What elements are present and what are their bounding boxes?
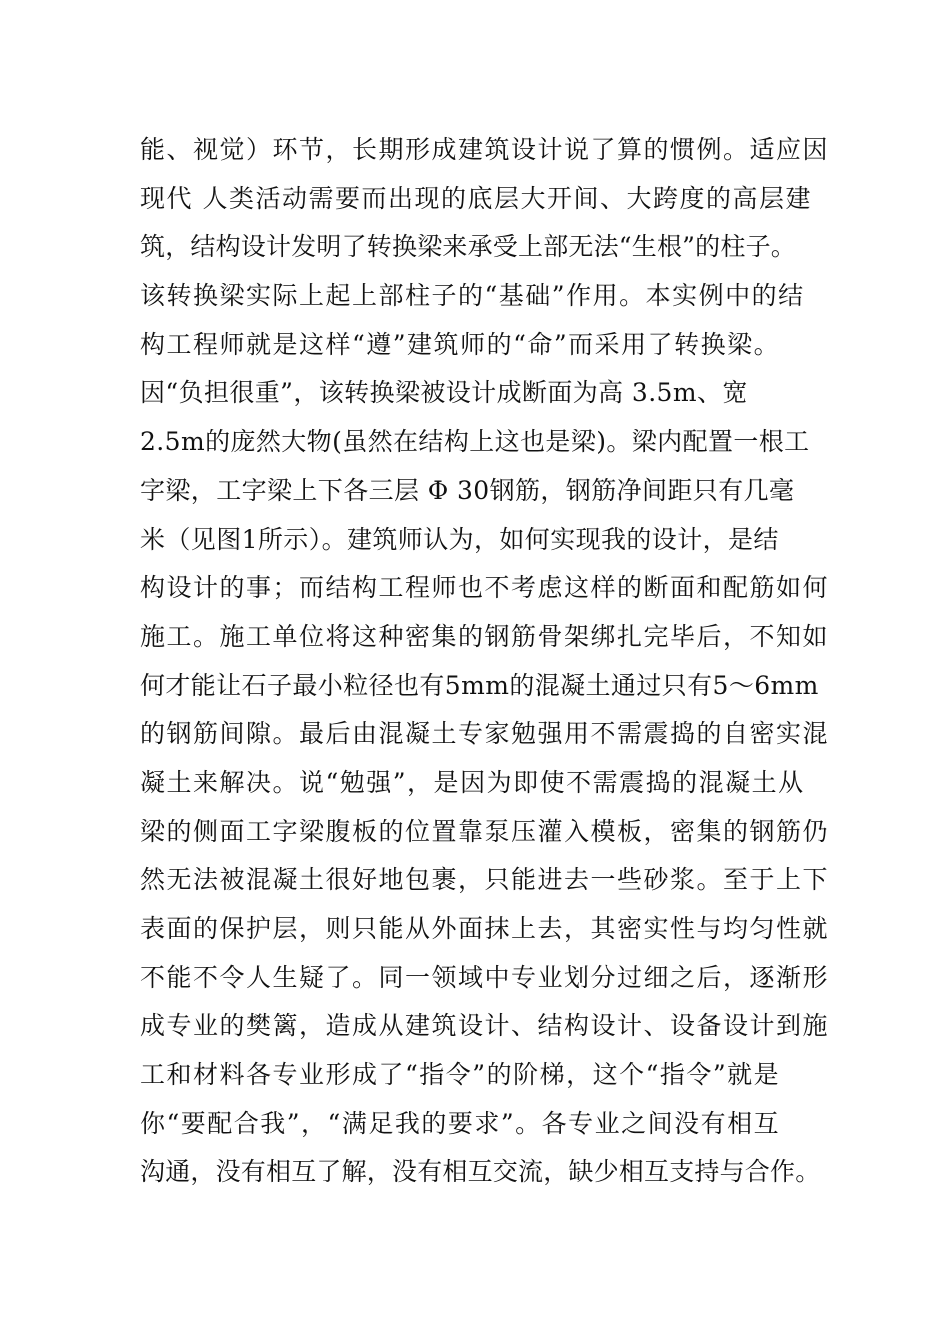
text-line: 何才能让石子最小粒径也有5mm的混凝土通过只有5～6mm [140, 670, 819, 700]
text-line: 构设计的事；而结构工程师也不考虑这样的断面和配筋如何 [140, 573, 830, 603]
text-line: 不能不令人生疑了。同一领域中专业划分过细之后，逐渐形 [140, 962, 830, 992]
text-line: 工和材料各专业形成了“指令”的阶梯，这个“指令”就是 [140, 1060, 781, 1090]
text-line: 字梁，工字梁上下各三层 Φ 30钢筋，钢筋净间距只有几毫 [140, 475, 795, 505]
text-line: 构工程师就是这样“遵”建筑师的“命”而采用了转换梁。 [140, 329, 781, 359]
text-line: 施工。施工单位将这种密集的钢筋骨架绑扎完毕后，不知如 [140, 621, 830, 651]
text-line: 的钢筋间隙。最后由混凝土专家勉强用不需震捣的自密实混 [140, 719, 830, 749]
text-line: 凝土来解决。说“勉强”，是因为即使不需震捣的混凝土从 [140, 767, 805, 797]
text-line: 筑，结构设计发明了转换梁来承受上部无法“生根”的柱子。 [140, 232, 796, 262]
text-line: 你“要配合我”，“满足我的要求”。各专业之间没有相互 [140, 1108, 781, 1138]
text-line: 该转换梁实际上起上部柱子的“基础”作用。本实例中的结 [140, 281, 805, 311]
text-line: 然无法被混凝土很好地包裹，只能进去一些砂浆。至于上下 [140, 865, 830, 895]
text-line: 沟通，没有相互了解，没有相互交流，缺少相互支持与合作。 [140, 1157, 821, 1187]
text-line: 现代 人类活动需要而出现的底层大开间、大跨度的高层建 [140, 183, 812, 213]
text-line: 因“负担很重”，该转换梁被设计成断面为高 3.5m、宽 [140, 378, 748, 408]
text-line: 表面的保护层，则只能从外面抹上去，其密实性与均匀性就 [140, 914, 830, 943]
text-line: 2.5m的庞然大物(虽然在结构上这也是梁)。梁内配置一根工 [140, 427, 810, 457]
text-line: 能、视觉）环节，长期形成建筑设计说了算的惯例。适应因 [140, 135, 830, 164]
text-line: 梁的侧面工字梁腹板的位置靠泵压灌入模板，密集的钢筋仍 [140, 816, 830, 846]
body-text [140, 126, 840, 1197]
text-line: 成专业的樊篱，造成从建筑设计、结构设计、设备设计到施 [140, 1011, 830, 1041]
text-line: 米（见图1所示）。建筑师认为，如何实现我的设计，是结 [140, 524, 779, 554]
